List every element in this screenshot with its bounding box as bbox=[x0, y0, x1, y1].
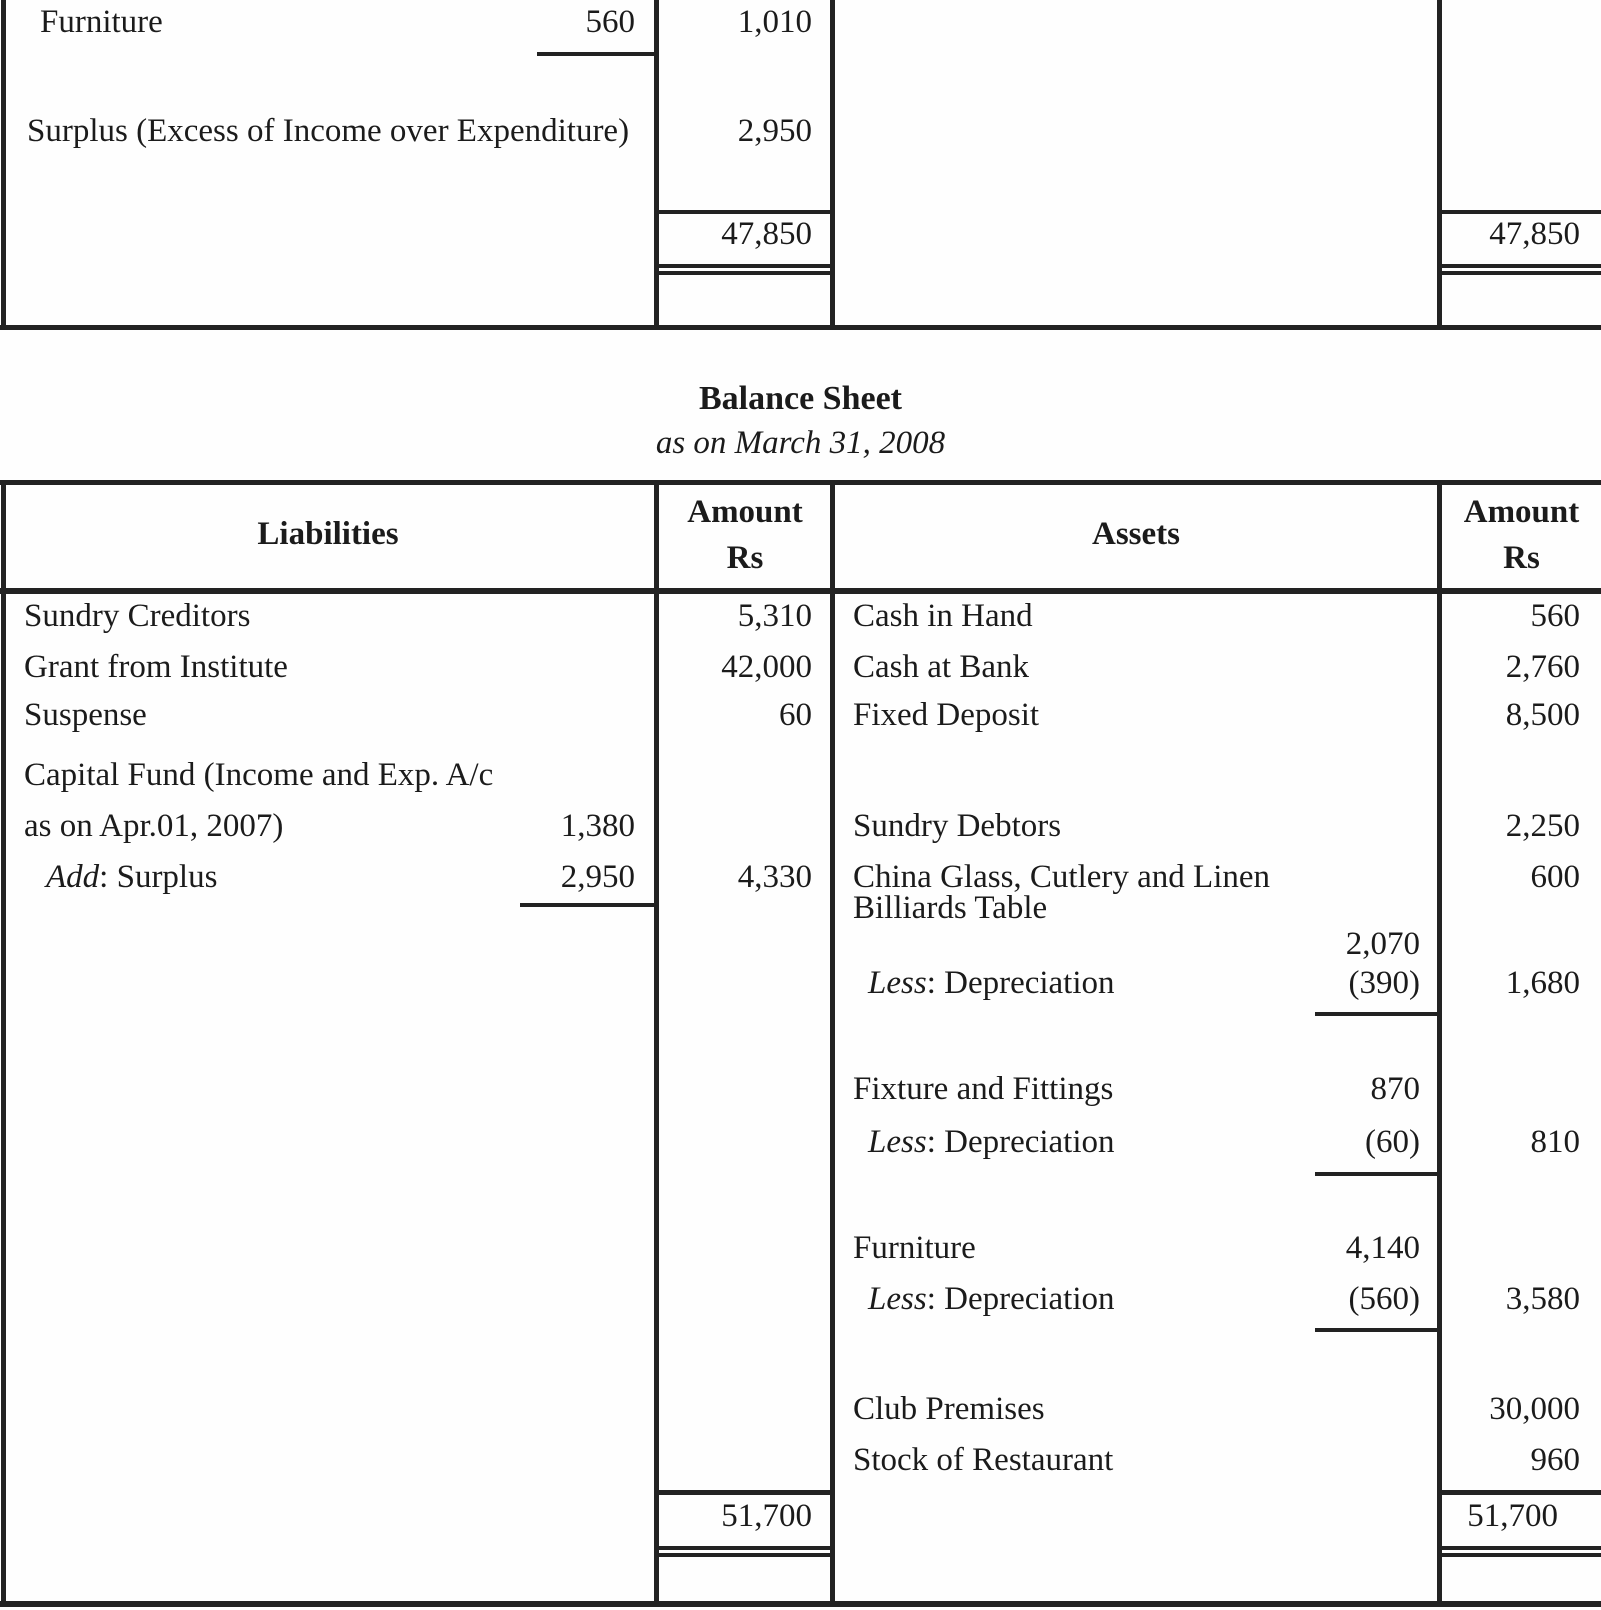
top-surplus-amount: 2,950 bbox=[737, 113, 812, 149]
top-furniture-label: Furniture bbox=[40, 4, 163, 40]
top-furniture-sub-amount: 560 bbox=[585, 4, 635, 40]
bs-header-underline bbox=[0, 588, 1601, 594]
asset-furniture-label: Furniture bbox=[853, 1230, 976, 1266]
asset-billiards-label: Billiards Table bbox=[853, 890, 1048, 926]
bs-right-total-rule bbox=[1442, 1490, 1601, 1495]
asset-cash-at-bank-amount: 2,760 bbox=[1505, 649, 1580, 685]
top-table-divider-amount bbox=[830, 0, 835, 330]
less-rest: : Depreciation bbox=[926, 965, 1115, 1001]
top-table-bottom-border bbox=[0, 325, 1601, 330]
asset-cash-at-bank-label: Cash at Bank bbox=[853, 649, 1029, 685]
liability-sundry-creditors-amount: 5,310 bbox=[737, 598, 812, 634]
bs-right-double-rule-2 bbox=[1442, 1553, 1601, 1557]
page-subtitle: as on March 31, 2008 bbox=[655, 425, 946, 461]
asset-china-glass-label: China Glass, Cutlery and Linen bbox=[853, 859, 1271, 895]
bs-divider-assets-amount bbox=[1437, 480, 1442, 1606]
bs-left-total: 51,700 bbox=[721, 1498, 812, 1534]
top-right-double-rule-2 bbox=[1442, 271, 1601, 275]
less-rest: : Depreciation bbox=[926, 1124, 1115, 1160]
top-left-total: 47,850 bbox=[721, 216, 812, 252]
asset-club-premises-label: Club Premises bbox=[853, 1391, 1045, 1427]
liability-capital-fund-line2: as on Apr.01, 2007) bbox=[24, 808, 284, 844]
asset-fixtures-less-label bbox=[868, 1122, 1115, 1162]
add-prefix: Add bbox=[46, 859, 100, 895]
less-prefix: Less bbox=[868, 965, 927, 1001]
asset-fixtures-sub-underline bbox=[1315, 1172, 1439, 1176]
asset-furniture-net: 3,580 bbox=[1505, 1281, 1580, 1317]
top-furniture-amount: 1,010 bbox=[737, 4, 812, 40]
asset-club-premises-amount: 30,000 bbox=[1489, 1391, 1580, 1427]
top-right-double-rule-1 bbox=[1442, 264, 1601, 268]
asset-cash-in-hand-label: Cash in Hand bbox=[853, 598, 1033, 634]
bs-right-double-rule-1 bbox=[1442, 1546, 1601, 1550]
liability-grant-amount: 42,000 bbox=[721, 649, 812, 685]
liability-surplus-sub-amount: 2,950 bbox=[560, 859, 635, 895]
top-table-divider-right-amount bbox=[1437, 0, 1442, 330]
liability-capital-fund-opening: 1,380 bbox=[560, 808, 635, 844]
bs-header-assets: Assets bbox=[1092, 516, 1180, 552]
asset-furniture-less-label bbox=[868, 1279, 1115, 1319]
asset-furniture-sub-underline bbox=[1315, 1328, 1439, 1332]
bs-header-liabilities: Liabilities bbox=[257, 516, 399, 552]
asset-billiards-less-label bbox=[868, 963, 1115, 1003]
asset-billiards-net: 1,680 bbox=[1505, 965, 1580, 1001]
bs-right-total: 51,700 bbox=[1467, 1498, 1558, 1534]
bs-header-rs-right: Rs bbox=[1503, 540, 1540, 576]
liability-capital-fund-total: 4,330 bbox=[737, 859, 812, 895]
add-rest: : Surplus bbox=[99, 859, 218, 895]
top-left-double-rule-1 bbox=[659, 264, 831, 268]
top-furniture-sub-underline bbox=[537, 52, 656, 56]
asset-china-glass-amount: 600 bbox=[1530, 859, 1580, 895]
bs-left-double-rule-1 bbox=[659, 1546, 831, 1550]
liability-suspense-label: Suspense bbox=[24, 697, 147, 733]
asset-stock-amount: 960 bbox=[1530, 1442, 1580, 1478]
top-right-total: 47,850 bbox=[1489, 216, 1580, 252]
asset-sundry-debtors-amount: 2,250 bbox=[1505, 808, 1580, 844]
asset-billiards-depreciation: (390) bbox=[1348, 965, 1420, 1001]
liability-sub-underline bbox=[520, 903, 656, 907]
asset-stock-label: Stock of Restaurant bbox=[853, 1442, 1114, 1478]
asset-fixtures-label: Fixture and Fittings bbox=[853, 1071, 1114, 1107]
bs-header-rs-left: Rs bbox=[726, 540, 764, 576]
bs-top-border bbox=[0, 480, 1601, 485]
less-prefix: Less bbox=[868, 1124, 927, 1160]
asset-fixed-deposit-label: Fixed Deposit bbox=[853, 697, 1040, 733]
liability-add-surplus-label bbox=[46, 857, 217, 897]
asset-cash-in-hand-amount: 560 bbox=[1530, 598, 1580, 634]
liability-suspense-amount: 60 bbox=[779, 697, 812, 733]
asset-furniture-gross: 4,140 bbox=[1345, 1230, 1420, 1266]
bs-left-border bbox=[1, 480, 6, 1606]
bs-bottom-border bbox=[0, 1601, 1601, 1607]
less-prefix: Less bbox=[868, 1281, 927, 1317]
asset-billiards-sub-underline bbox=[1315, 1012, 1439, 1016]
top-table-left-border bbox=[1, 0, 6, 330]
bs-header-amount-right: Amount bbox=[1463, 494, 1580, 530]
bs-left-total-rule bbox=[659, 1490, 831, 1495]
asset-fixtures-gross: 870 bbox=[1370, 1071, 1420, 1107]
bs-divider-amount-assets bbox=[830, 480, 835, 1606]
liability-capital-fund-line1: Capital Fund (Income and Exp. A/c bbox=[24, 757, 494, 793]
asset-furniture-depreciation: (560) bbox=[1348, 1281, 1420, 1317]
top-table-divider-subcol bbox=[654, 0, 659, 330]
liability-sundry-creditors-label: Sundry Creditors bbox=[24, 598, 251, 634]
asset-fixtures-net: 810 bbox=[1530, 1124, 1580, 1160]
bs-left-double-rule-2 bbox=[659, 1553, 831, 1557]
less-rest: : Depreciation bbox=[926, 1281, 1115, 1317]
top-left-double-rule-2 bbox=[659, 271, 831, 275]
asset-fixtures-depreciation: (60) bbox=[1365, 1124, 1420, 1160]
asset-billiards-gross: 2,070 bbox=[1345, 926, 1420, 962]
asset-sundry-debtors-label: Sundry Debtors bbox=[853, 808, 1062, 844]
page-title: Balance Sheet bbox=[698, 380, 903, 417]
bs-header-amount-left: Amount bbox=[687, 494, 803, 530]
liability-grant-label: Grant from Institute bbox=[24, 649, 288, 685]
asset-fixed-deposit-amount: 8,500 bbox=[1505, 697, 1580, 733]
bs-divider-liabilities-amount bbox=[654, 480, 659, 1606]
top-surplus-label: Surplus (Excess of Income over Expenditure) bbox=[27, 113, 630, 149]
